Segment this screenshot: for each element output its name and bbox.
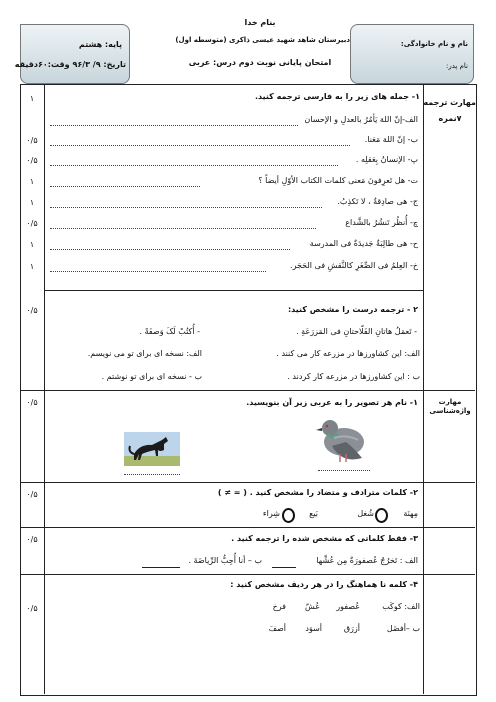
word-shoghl: شُغل [357,509,374,518]
item-d: ت- هل تَعرِفونَ مَعنی کلمات الکتاب الأوّلِ أیضاً ؟ [258,176,418,185]
section-title-translation: مهارت ترجمه [423,98,476,107]
q2-option-a1[interactable]: الف: این کشاورزها در مزرعه کار می کنند . [276,349,420,358]
bismillah: بنام خدا [244,18,276,27]
horse-answer-line [124,474,180,475]
item-f-score: ۰/۵ [26,219,38,228]
divider-3 [20,482,475,483]
vocab-q3-b: ب – أنا أُحِبُّ الرِّیاضَةَ . [188,556,262,565]
vocab-q2-prompt: ۲- کلمات مترادف و متضاد را مشخص کنید . ( = ≠ ) [217,488,418,497]
vocab-q3-a: الف : تَخرُجُ عُصفورَةٌ مِن عُشِّها [316,556,418,565]
answer-line-c [50,165,338,166]
q4-row2-word1: ب –أفضَل [386,624,420,633]
underline-riyada [142,567,180,568]
vocab-q3-prompt: ۳- فقط کلماتی که مشخص شده را ترجمه کنید . [231,534,418,543]
header-left-box [14,24,130,84]
name-label: نام و نام خانوادگی: [400,40,468,48]
q2-sentence-b: - أُکتُبْ لَکَ وَصفَةً . [139,327,200,336]
item-h: خ- العِلمُ فی الصِّغَرِ کالنَّقشِ فی الحَجَر. [290,261,418,270]
vocab-q1-prompt: ۱- نام هر تصویر را به عربی زیر آن بنویسید. [246,398,418,407]
q4-row2-word4: أصفَ [268,624,286,633]
item-c: پ- الإنسانُ بِعَقلِه . [355,155,418,164]
q1-prompt: ۱- جمله های زیر را به فارسی ترجمه کنید. [254,92,420,101]
item-h-score: ۱ [29,262,35,271]
item-e: ج- هی صادِقةٌ ، لا تَکذِبُ. [337,197,418,206]
underline-osh [272,567,296,568]
q2-prompt: ۲ - ترجمه درست را مشخص کنید: [287,305,418,314]
item-d-score: ۱ [29,177,35,186]
header [14,14,475,84]
pigeon-image [312,412,374,466]
horse-image [124,432,180,466]
item-a: الف-إنّ اللهَ یَأمُرُ بالعدلِ و الإحسان [304,115,418,124]
answer-circle-1[interactable] [375,508,388,523]
vocab-q4-prompt: ۴- کلمه نا هماهنگ را در هر ردیف مشخص کنید : [230,580,418,589]
school-name: دبیرستان شاهد شهید عیسی ذاکری (متوسطه اول) [175,36,350,44]
divider-2 [20,390,475,391]
left-score-column-line [44,84,45,694]
answer-line-f [50,228,316,229]
date-time: تاریخ: ۹/ ۹۶/۳ وقت:۶۰دقیقه [14,60,126,69]
answer-line-b [50,145,350,146]
answer-circle-2[interactable] [282,508,295,523]
item-b-score: ۰/۵ [26,136,38,145]
answer-line-h [50,271,266,272]
q4-row1-word1: الف: کوکَب [382,602,420,611]
q2-score: ۰/۵ [26,306,38,315]
q4-row1-word3: عُشّ [305,602,320,611]
q4-row2-word2: أزرَق [343,624,360,633]
word-shera: شِراء [262,509,280,518]
q2-option-b2[interactable]: ب - نسخه ای برای تو نوشتم . [101,372,202,381]
header-right-box [350,24,474,84]
exam-title: امتحان پایانی نوبت دوم درس: عربی [188,58,332,67]
answer-line-d [50,186,200,187]
section-sub-translation: ۷نمره [438,114,462,123]
father-label: نام پدر: [445,62,468,70]
item-b: ب- إنّ اللهَ مَعَنا. [364,135,418,144]
divider-5 [20,574,475,575]
word-mehna: مِهنَة [403,509,418,518]
answer-line-e [50,207,322,208]
item-e-score: ۱ [29,198,35,207]
vocab-q2-score: ۰/۵ [26,490,38,499]
vocab-q1-score: ۰/۵ [26,398,38,407]
answer-line-a [50,125,298,126]
q4-row1-word4: فرخ [272,602,286,611]
q4-row1-word2: عُصفور [336,602,360,611]
item-g: ح- هی طالِبَةٌ جَدیدَةٌ فی المدرسة [309,239,418,248]
divider-4 [20,527,475,528]
answer-line-g [50,249,290,250]
q2-option-a2[interactable]: الف: نسخه ای برای تو می نویسم. [87,349,202,358]
item-f: چ- أُنظُر تَنشُرُ بالشَّداع [345,218,418,227]
right-label-column-line [423,84,424,694]
q2-sentence-a: - تَعمَلُ هاتانِ الفَلّاحتانِ فی المَزرَعَةِ . [296,327,417,336]
word-bay: بَیع [309,509,318,518]
section-title-vocab: مهارت واژه‌شناسی [429,398,471,415]
q4-row2-word3: أسوَد [305,624,322,633]
pigeon-answer-line [318,470,370,471]
q1-score: ۱ [29,94,35,103]
grade-label: پایه: هشتم [78,40,122,49]
item-c-score: ۰/۵ [26,156,38,165]
vocab-q3-score: ۰/۵ [26,535,38,544]
vocab-q4-score: ۰/۵ [26,604,38,613]
divider-1 [44,290,424,291]
q2-option-b1[interactable]: ب : این کشاورزها در مزرعه کار کردند . [287,372,420,381]
item-g-score: ۱ [29,240,35,249]
